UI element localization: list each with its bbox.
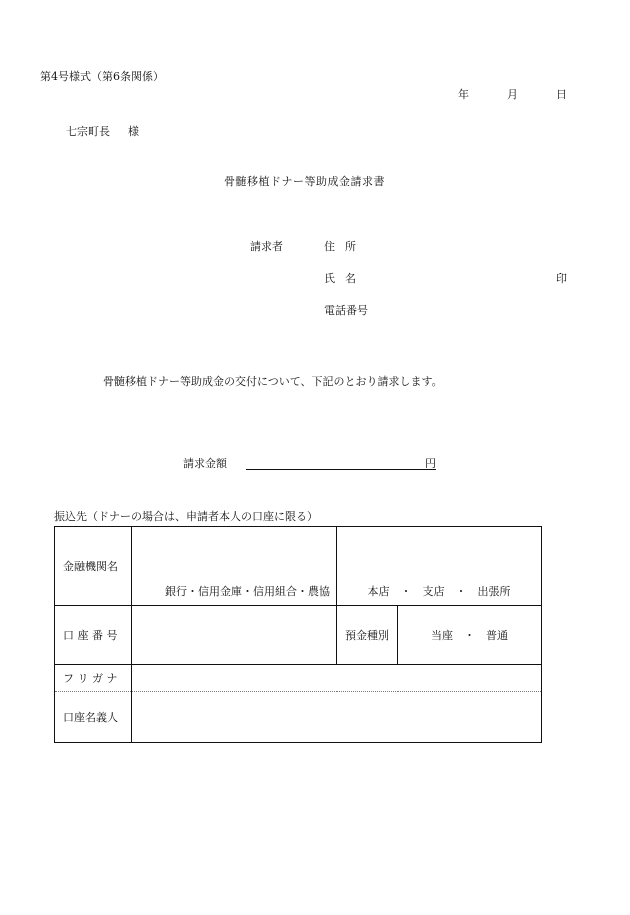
amount-label: 請求金額 — [183, 457, 227, 470]
phone-label: 電話番号 — [324, 304, 368, 317]
bank-type-options: 銀行・信用金庫・信用組合・農協 — [132, 527, 337, 606]
date-month-label: 月 — [507, 88, 518, 101]
account-number-label: 口 座 番 号 — [55, 606, 132, 665]
account-holder-field — [132, 692, 542, 743]
request-statement: 骨髄移植ドナー等助成金の交付について、下記のとおり請求します。 — [103, 375, 443, 388]
amount-unit: 円 — [425, 457, 436, 470]
bank-account-table — [54, 526, 542, 743]
account-number-field — [132, 606, 337, 665]
addressee-name: 七宗町長 — [66, 125, 110, 138]
address-label: 住所 — [324, 240, 366, 253]
furigana-label: フ リ ガ ナ — [55, 665, 132, 692]
transfer-heading: 振込先（ドナーの場合は、申請者本人の口座に限る） — [54, 510, 318, 523]
form-number: 第4号様式（第6条関係） — [40, 70, 164, 83]
requester-label: 請求者 — [250, 240, 283, 253]
seal-mark: 印 — [556, 272, 567, 285]
addressee-suffix: 様 — [128, 125, 139, 138]
date-day-label: 日 — [556, 88, 567, 101]
deposit-type-label: 預金種別 — [337, 606, 398, 665]
date-year-label: 年 — [458, 88, 469, 101]
account-holder-label: 口座名義人 — [55, 692, 132, 743]
furigana-field — [132, 665, 542, 692]
name-label: 氏名 — [324, 272, 366, 285]
branch-type-options: 本店 ・ 支店 ・ 出張所 — [337, 527, 542, 606]
document-title: 骨髄移植ドナー等助成金請求書 — [224, 175, 385, 188]
bank-name-label: 金融機関名 — [55, 527, 132, 606]
amount-underline — [246, 469, 436, 470]
deposit-type-options: 当座 ・ 普通 — [398, 606, 542, 665]
